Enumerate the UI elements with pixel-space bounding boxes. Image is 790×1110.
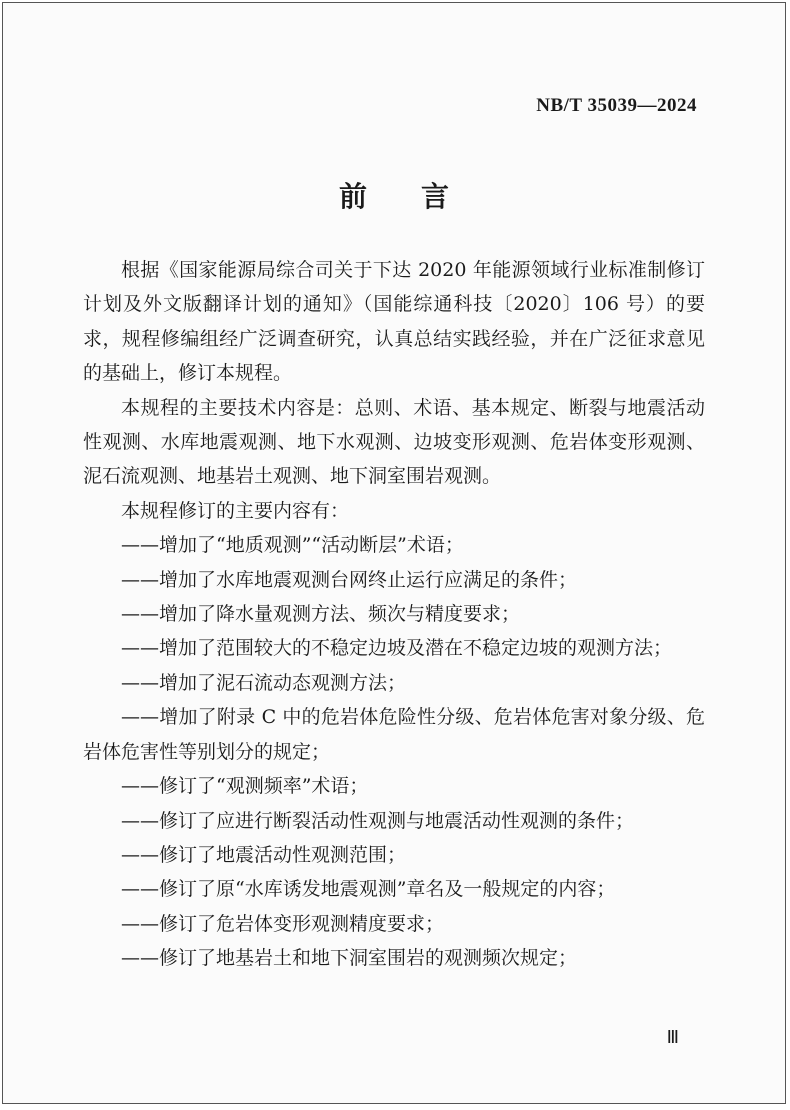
list-item: ——修订了原“水库诱发地震观测”章名及一般规定的内容； — [121, 878, 616, 901]
list-item: ——修订了地震活动性观测范围； — [121, 843, 407, 866]
page-number: Ⅲ — [666, 1027, 679, 1047]
page-title: 前言 — [338, 180, 503, 213]
paragraph: 本规程修订的主要内容有： — [121, 499, 350, 522]
document-page — [2, 2, 786, 1104]
list-item: ——修订了危岩体变形观测精度要求； — [121, 912, 445, 935]
list-item: ——修订了地基岩土和地下洞室围岩的观测频次规定； — [121, 947, 578, 970]
list-item: ——修订了“观测频率”术语； — [121, 775, 369, 798]
list-item: ——增加了范围较大的不稳定边坡及潜在不稳定边坡的观测方法； — [121, 637, 673, 660]
list-item: ——增加了水库地震观测台网终止运行应满足的条件； — [121, 568, 578, 591]
paragraph: 根据《国家能源局综合司关于下达 2020 年能源领域行业标准制修订计划及外文版翻译计划的通知》（国能综通科技〔2020〕106 号）的要求，规程修编组经广泛调查研究，认真总结实践经验，并在广泛征求意见的基础上，修订本规程。 — [83, 259, 705, 385]
standard-code: NB/T 35039—2024 — [536, 95, 697, 116]
list-item: ——修订了应进行断裂活动性观测与地震活动性观测的条件； — [121, 809, 635, 832]
preface-body — [83, 253, 705, 976]
paragraph: 本规程的主要技术内容是：总则、术语、基本规定、断裂与地震活动性观测、水库地震观测、地下水观测、边坡变形观测、危岩体变形观测、泥石流观测、地基岩土观测、地下洞室围岩观测。 — [83, 396, 705, 488]
list-item: ——增加了“地质观测”“活动断层”术语； — [121, 534, 464, 557]
list-item: ——增加了降水量观测方法、频次与精度要求； — [121, 603, 521, 626]
list-item: ——增加了附录 C 中的危岩体危险性分级、危岩体危害对象分级、危岩体危害性等别划分的规定； — [83, 706, 705, 763]
list-item: ——增加了泥石流动态观测方法； — [121, 671, 407, 694]
